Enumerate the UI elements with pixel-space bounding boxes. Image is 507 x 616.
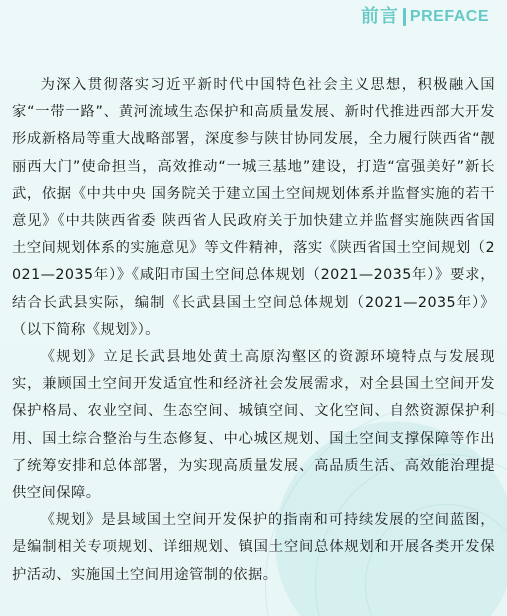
title-divider — [403, 8, 406, 26]
preface-paragraph-3: 《规划》是县域国土空间开发保护的指南和可持续发展的空间蓝图，是编制相关专项规划、详细规划、镇国土空间总体规划和开展各类开发保护活动、实施国土空间用途管制的依据。 — [12, 512, 495, 583]
preface-paragraph-2: 《规划》立足长武县地处黄土高原沟壑区的资源环境特点与发展现实，兼顾国土空间开发适宜性和经济社会发展需求，对全县国土空间开发保护格局、农业空间、生态空间、城镇空间、文化空间、自然资源保护利用、国土综合整治与生态修复、中心城区规划、国土空间支撑保障等作出了统筹安排和总体部署，为实现高质量发展、高品质生活、高效能治理提供空间保障。 — [12, 349, 495, 502]
preface-paragraph-1: 为深入贯彻落实习近平新时代中国特色社会主义思想，积极融入国家“一带一路”、黄河流域生态保护和高质量发展、新时代推进西部大开发形成新格局等重大战略部署，深度参与陕甘协同发展，全力履行陕西省“靓丽西大门”使命担当，高效推动“一城三基地”建设，打造“富强美好”新长武，依据《中共中央 国务院关于建立国土空间规划体系并监督实施的若干意见》《中共陕西省委 陕西省人民政府关于加快建立并监督实施陕西省国土空间规划体系的实施意见》等文件精神，落实《陕西省国土空间规划（2021—2035年）》《咸阳市国土空间总体规划（2021—2035年）》要求，结合长武县实际，编制《长武县国土空间总体规划（2021—2035年）》（以下简称《规划》）。 — [12, 77, 495, 338]
preface-content — [12, 72, 495, 589]
section-title-chinese: 前言 — [360, 6, 399, 27]
section-title-english: PREFACE — [409, 8, 489, 25]
page-header — [361, 8, 489, 26]
